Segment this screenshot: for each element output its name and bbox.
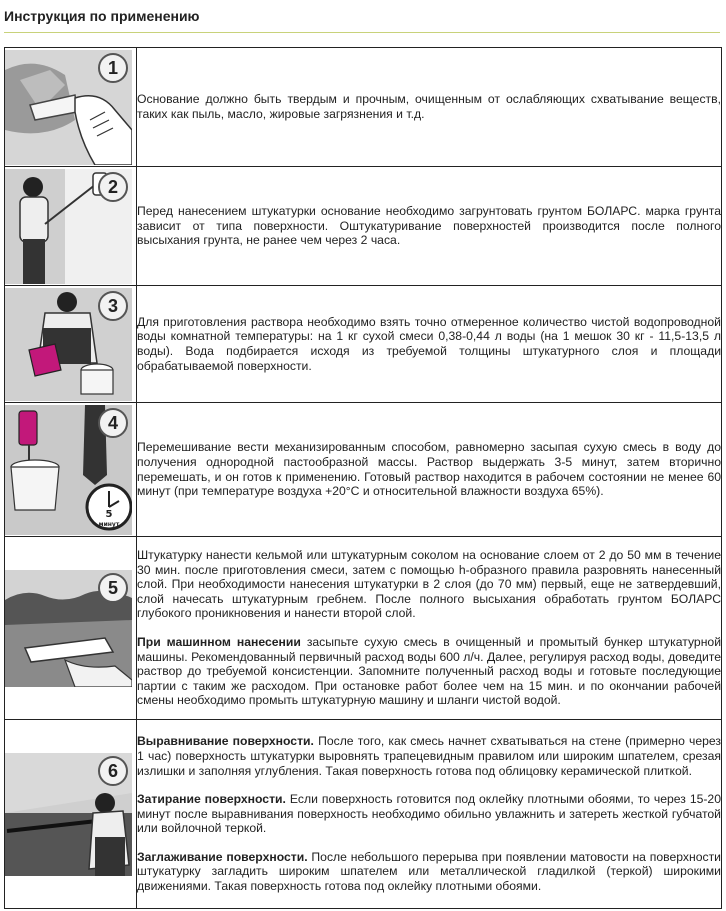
paragraph-text: Штукатурку нанести кельмой или штукатурным соколом на основание слоем от 2 до 50 мм в течение 30 мин. после приготовления смеси, затем с помощью h-образного правила разровнять нанесенный слой. При необходимости нанесения штукатурки в 2 слоя (до 70 мм) первый, еще не затвердевший, слой начесать штукатурным гребнем. После полного высыхания обработать грунтом БОЛАРС глубокого проникновения и нанести второй слой.	[137, 548, 721, 621]
step-paragraph	[137, 792, 721, 836]
step-paragraph	[137, 850, 721, 894]
step-text-cell	[137, 286, 722, 403]
step-image-cell	[5, 167, 137, 286]
step-row-6	[5, 720, 722, 909]
step-number-badge: 3	[98, 291, 128, 321]
step-row-5	[5, 537, 722, 720]
step-row-3	[5, 286, 722, 403]
wall-cleaning-illustration	[5, 50, 132, 165]
step-image-cell	[5, 48, 137, 167]
paragraph-text: засыпьте сухую смесь в очищенный и промытый бункер штукатурной машины. Рекомендованный первичный расход воды 600 л/ч. Далее, регулируя расход воды, доведите раствор до требуемой консистенции. Запомните полученный расход воды и готовьте последующие партии с таким же расходом. При остановке работ более чем на 15 мин. и по окончании рабочей смены необходимо промыть штукатурную машину и шланги чистой водой.	[137, 635, 722, 708]
paragraph-text: После того, как смесь начнет схватываться на стене (примерно через 1 час) поверхность штукатурки выровнять трапецевидным правилом или широким шпателем, срезая излишки и заполняя углубления. Такая поверхность готова под облицовку керамической плиткой.	[137, 734, 721, 778]
mixing-preparation-illustration	[5, 288, 132, 401]
paragraph-text: Если поверхность готовится под оклейку плотными обоями, то через 15-20 минут после выравнивания поверхность необходимо обильно увлажнить и затереть жесткой губчатой или войлочной теркой.	[137, 792, 721, 836]
step-image-cell	[5, 537, 137, 720]
paragraph-bold-lead: Выравнивание поверхности.	[137, 734, 314, 749]
heading-divider	[4, 32, 720, 33]
step-paragraph	[137, 315, 721, 373]
step-text-cell	[137, 537, 722, 720]
step-text-cell	[137, 403, 722, 537]
step-image-cell	[5, 720, 137, 909]
plaster-application-illustration	[5, 570, 132, 687]
paragraph-text: Перемешивание вести механизированным способом, равномерно засыпая сухую смесь в воду до получения однородной пастообразной массы. Раствор выдержать 3-5 минут, затем вторично перемешать, и он готов к применению. Готовый раствор находится в рабочем состоянии не менее 60 минут (при температуре воздуха +20°С и относительной влажности воздуха 65%).	[137, 440, 721, 499]
step-number-badge: 2	[98, 172, 128, 202]
paragraph-text: Перед нанесением штукатурки основание необходимо загрунтовать грунтом БОЛАРС. марка грунта зависит от типа поверхности. Оштукатуривание поверхностей производится после полного высыхания грунта, не ранее чем через 2 часа.	[137, 204, 721, 248]
paragraph-bold-lead: При машинном нанесении	[137, 635, 301, 649]
step-text-cell	[137, 48, 722, 167]
step-image-cell	[5, 286, 137, 403]
step-paragraph	[137, 635, 721, 708]
paragraph-bold-lead: Затирание поверхности.	[137, 792, 286, 807]
paragraph-text: Для приготовления раствора необходимо взять точно отмеренное количество чистой водопроводной воды комнатной температуры: на 1 кг сухой смеси 0,38-0,44 л воды (на 1 мешок 30 кг - 11,5-13,5 л воды). Вода подбирается исходя из требуемой толщины штукатурного слоя и площади обрабатываемой поверхности.	[137, 314, 721, 373]
step-text-cell	[137, 720, 722, 909]
step-number-badge: 5	[98, 573, 128, 603]
step-paragraph	[137, 92, 721, 121]
paragraph-text: Основание должно быть твердым и прочным, очищенным от ослабляющих схватывание веществ, таких как пыль, масло, жировые загрязнения и т.д.	[137, 92, 721, 121]
step-row-4	[5, 403, 722, 537]
steps-table	[4, 47, 722, 909]
paragraph-text: После небольшого перерыва при появлении матовости на поверхности штукатурку загладить широким шпателем или металлической гладилкой (теркой) широкими движениями. Такая поверхность готова под оклейку плотными обоями.	[137, 849, 721, 894]
step-paragraph	[137, 440, 721, 498]
timer-value: 5	[105, 508, 113, 520]
step-paragraph	[137, 734, 721, 778]
priming-roller-illustration	[5, 169, 132, 284]
leveling-rule-illustration	[5, 753, 132, 876]
paragraph-bold-lead: Заглаживание поверхности.	[137, 849, 308, 864]
step-text-cell	[137, 167, 722, 286]
step-paragraph	[137, 204, 721, 248]
step-row-2	[5, 167, 722, 286]
step-number-badge: 4	[98, 408, 128, 438]
step-row-1	[5, 48, 722, 167]
timer-unit: минут	[98, 520, 120, 528]
drill-mixer-illustration	[5, 405, 132, 535]
step-number-badge: 6	[98, 756, 128, 786]
section-heading: Инструкция по применению	[4, 8, 200, 24]
step-number-badge: 1	[98, 53, 128, 83]
step-paragraph	[137, 548, 721, 621]
step-image-cell	[5, 403, 137, 537]
